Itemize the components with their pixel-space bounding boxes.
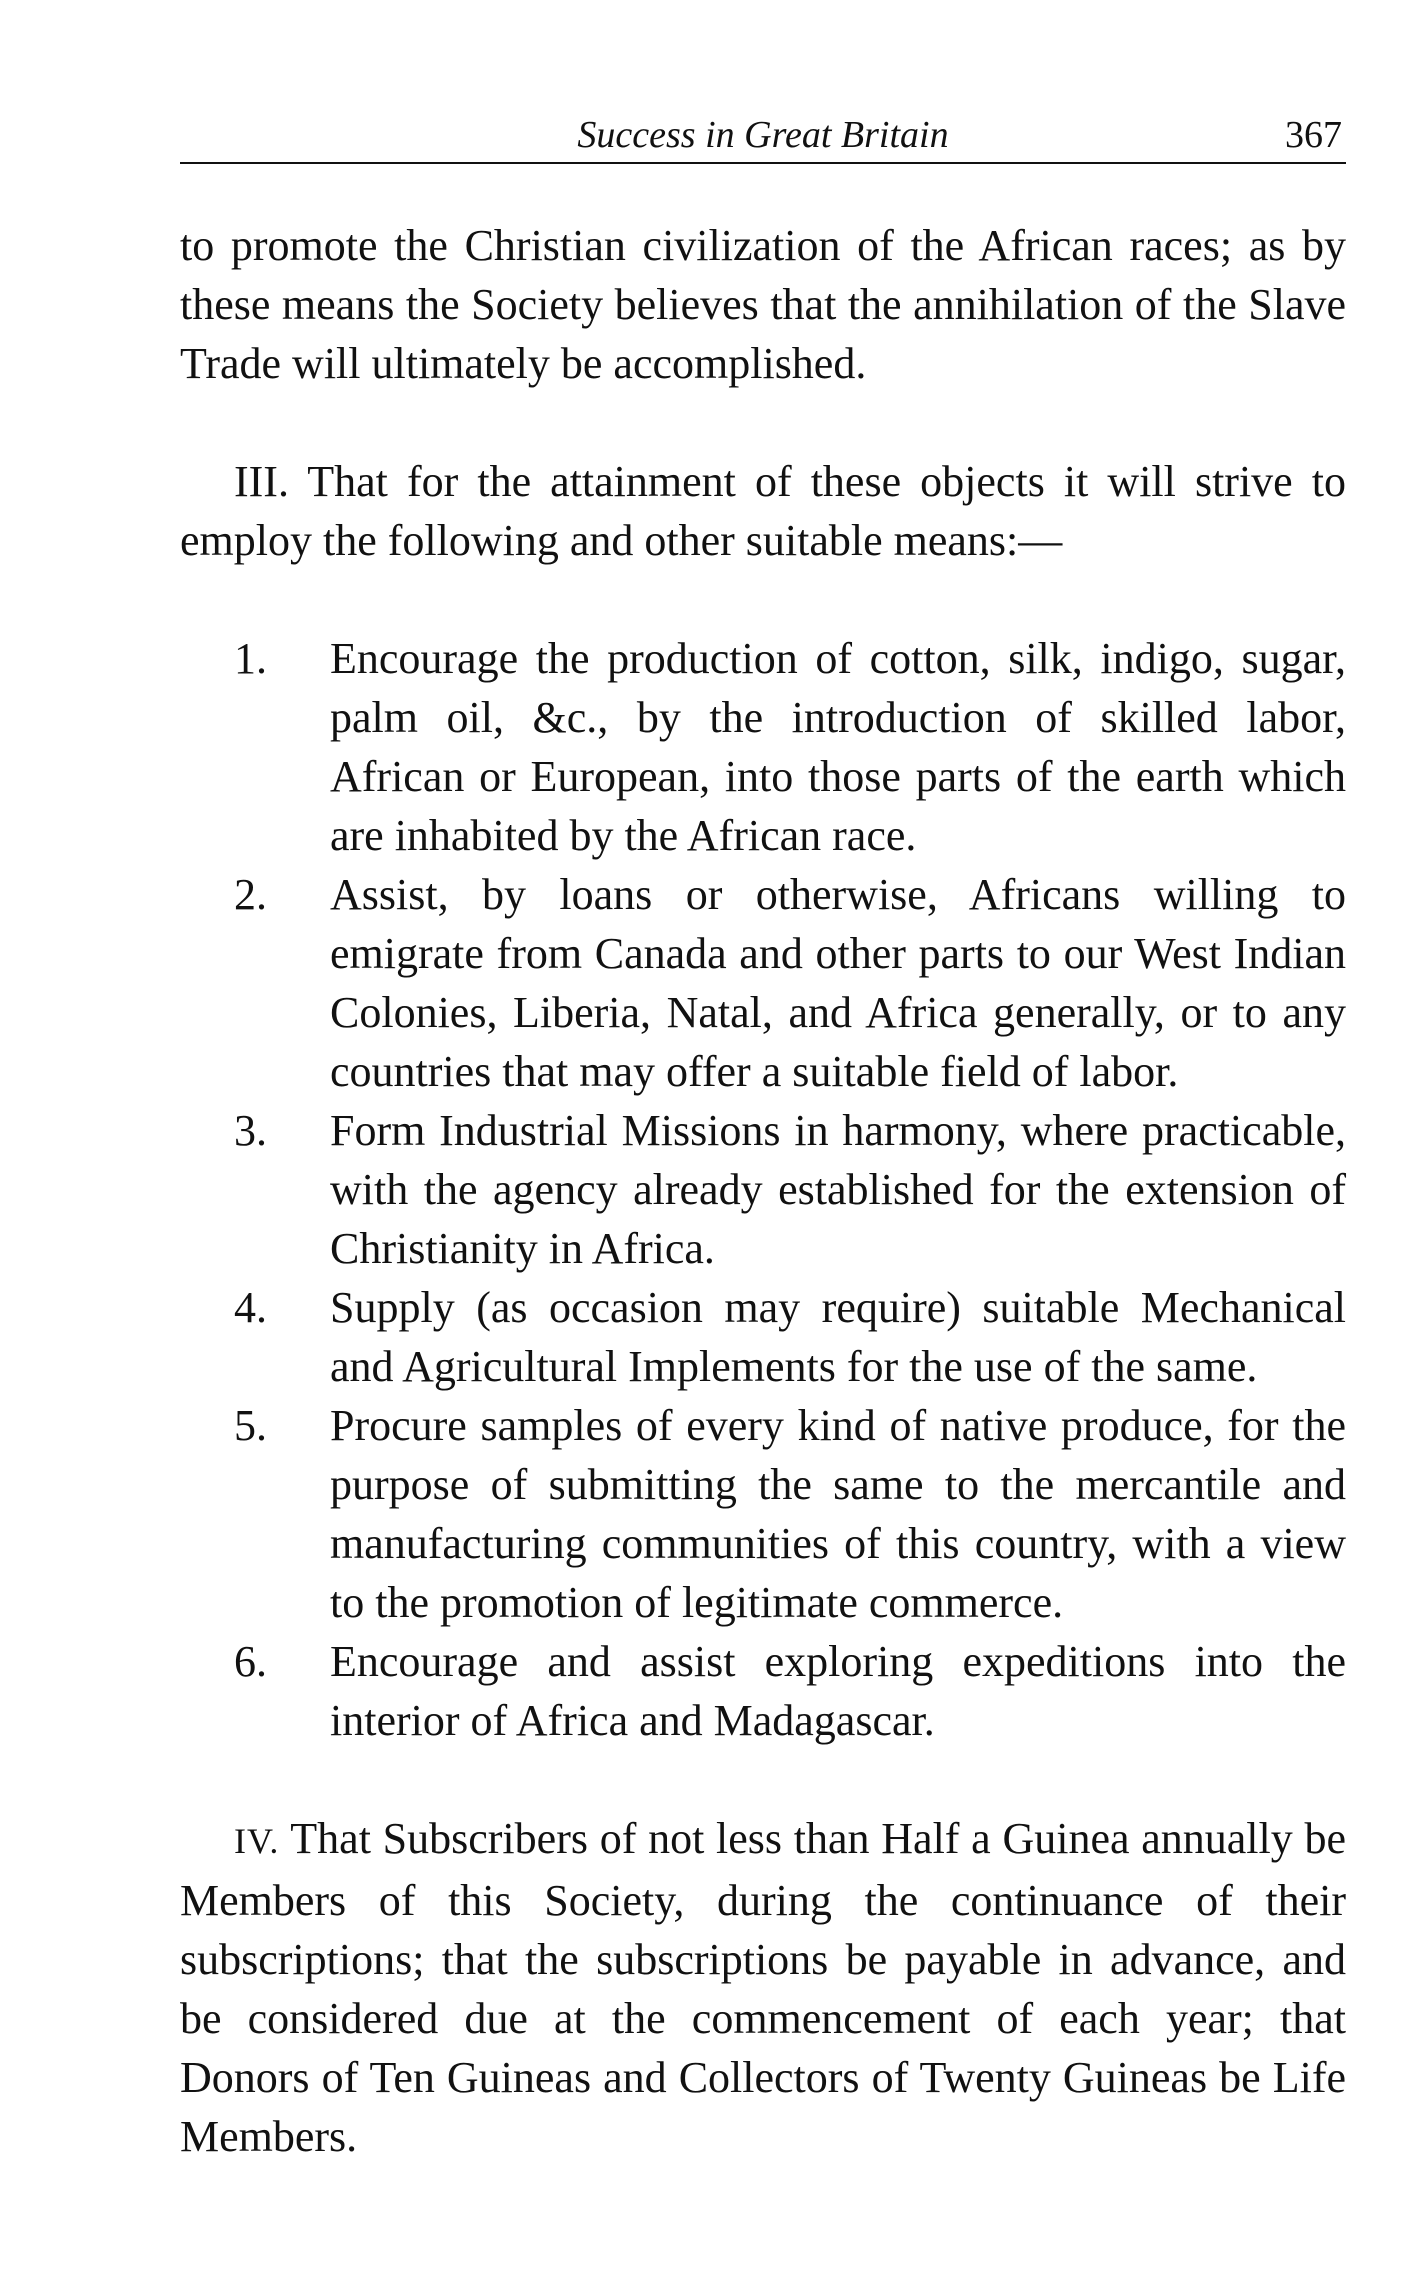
page-number: 367 xyxy=(1285,114,1342,156)
paragraph-opening: to promote the Christian civilization of the African races; as by these means the Society believes that the annihilation of the Slave Trade will ultimately be accomplished. xyxy=(180,221,1346,388)
list-item-number: 4. xyxy=(234,1283,267,1332)
section-numeral: IV. xyxy=(234,1821,280,1861)
list-item-text: Supply (as occasion may require) suitable Mechanical and Agricultural Implements for the use of the same. xyxy=(330,1283,1346,1391)
list-item xyxy=(180,1101,1346,1278)
list-item-number: 2. xyxy=(234,870,267,919)
list-item-number: 6. xyxy=(234,1637,267,1686)
list-item-text: Encourage the production of cotton, silk, indigo, sugar, palm oil, &c., by the introduction of skilled labor, African or European, into those parts of the earth which are inhabited by the African race. xyxy=(330,634,1346,860)
book-page xyxy=(180,0,1346,2272)
running-head xyxy=(180,110,1346,164)
list-item-text: Encourage and assist exploring expeditions into the interior of Africa and Madagascar. xyxy=(330,1637,1346,1745)
section-numeral: III. xyxy=(234,457,289,506)
list-item-text: Procure samples of every kind of native produce, for the purpose of submitting the same to the mercantile and manufacturing communities of this country, with a view to the promotion of legitimate commerce. xyxy=(330,1401,1346,1627)
list-item xyxy=(180,865,1346,1101)
list-item xyxy=(180,1396,1346,1632)
body-text xyxy=(180,216,1346,2166)
running-title: Success in Great Britain xyxy=(577,114,949,156)
section-text: That Subscribers of not less than Half a Guinea annually be Members of this Society, during the continuance of their subscriptions; that the subscriptions be payable in advance, and be considered due at the commencement of each year; that Donors of Ten Guineas and Collectors of Twenty Guineas be Life Members. xyxy=(180,1814,1346,2161)
list-item-number: 3. xyxy=(234,1106,267,1155)
list-item-text: Form Industrial Missions in harmony, where practicable, with the agency already established for the extension of Christianity in Africa. xyxy=(330,1106,1346,1273)
list-item-number: 5. xyxy=(234,1401,267,1450)
means-list xyxy=(180,629,1346,1750)
list-item xyxy=(180,1632,1346,1750)
section-text: That for the attainment of these objects it will strive to employ the following and other suitable means:— xyxy=(180,457,1346,565)
list-item-text: Assist, by loans or otherwise, Africans willing to emigrate from Canada and other parts to our West Indian Colonies, Liberia, Natal, and Africa generally, or to any countries that may offer a suitable field of labor. xyxy=(330,870,1346,1096)
list-item xyxy=(180,629,1346,865)
paragraph-section-iii xyxy=(180,452,1346,570)
paragraph-section-iv xyxy=(180,1809,1346,2166)
list-item-number: 1. xyxy=(234,634,267,683)
list-item xyxy=(180,1278,1346,1396)
